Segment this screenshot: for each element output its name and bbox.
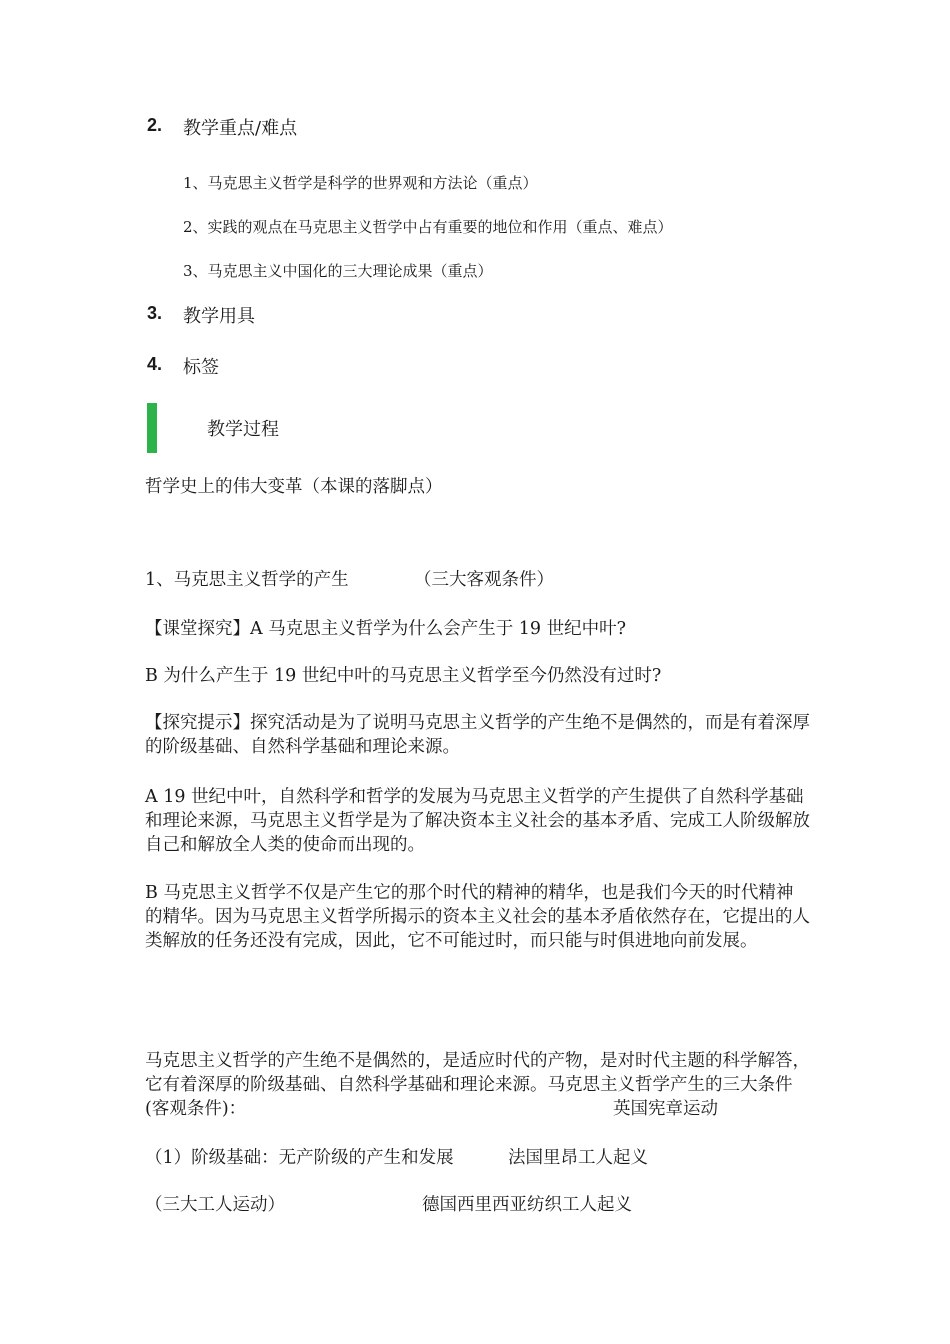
section-4-number: 4. [147,354,163,374]
key-point-1: 1、马克思主义哲学是科学的世界观和方法论（重点） [183,174,538,192]
section-2-title: 教学重点/难点 [183,118,298,139]
section-3-title: 教学用具 [183,306,255,327]
process-title: 教学过程 [207,419,279,440]
summary-paragraph: 马克思主义哲学的产生绝不是偶然的，是适应时代的产物，是对时代主题的科学解答，它有着深厚的阶级基础、自然科学基础和理论来源。马克思主义哲学产生的三大条件(客观条件)： [145,1051,810,1119]
movement-germany: 德国西里西亚纺织工人起义 [422,1195,632,1215]
key-point-2: 2、实践的观点在马克思主义哲学中占有重要的地位和作用（重点、难点） [183,218,673,236]
section-2-number: 2. [147,115,163,135]
item-1-title: 1、马克思主义哲学的产生 [145,570,349,590]
inquiry-hint: 【探究提示】探究活动是为了说明马克思主义哲学的产生绝不是偶然的，而是有着深厚的阶级基础、自然科学基础和理论来源。 [145,713,810,757]
movement-uk: 英国宪章运动 [613,1099,718,1119]
three-movements-label: （三大工人运动） [145,1195,285,1215]
class-basis: （1）阶级基础：无产阶级的产生和发展 [145,1148,454,1168]
movement-france: 法国里昂工人起义 [508,1148,648,1168]
topic-heading: 哲学史上的伟大变革（本课的落脚点） [145,477,443,497]
answer-a: A 19 世纪中叶，自然科学和哲学的发展为马克思主义哲学的产生提供了自然科学基础和理论来源，马克思主义哲学是为了解决资本主义社会的基本矛盾、完成工人阶级解放自己和解放全人类的使命而出现的。 [145,787,810,855]
section-4-title: 标签 [183,357,219,378]
answer-b: B 马克思主义哲学不仅是产生它的那个时代的精神的精华，也是我们今天的时代精神的精华。因为马克思主义哲学所揭示的资本主义社会的基本矛盾依然存在，它提出的人类解放的任务还没有完成，因此，它不可能过时，而只能与时俱进地向前发展。 [145,883,810,951]
section-3-number: 3. [147,303,163,323]
inquiry-a: 【课堂探究】A 马克思主义哲学为什么会产生于 19 世纪中叶? [145,619,626,639]
item-1-note: （三大客观条件） [414,570,554,590]
inquiry-b: B 为什么产生于 19 世纪中叶的马克思主义哲学至今仍然没有过时? [145,666,662,686]
key-point-3: 3、马克思主义中国化的三大理论成果（重点） [183,262,493,280]
process-accent-bar [147,403,157,453]
